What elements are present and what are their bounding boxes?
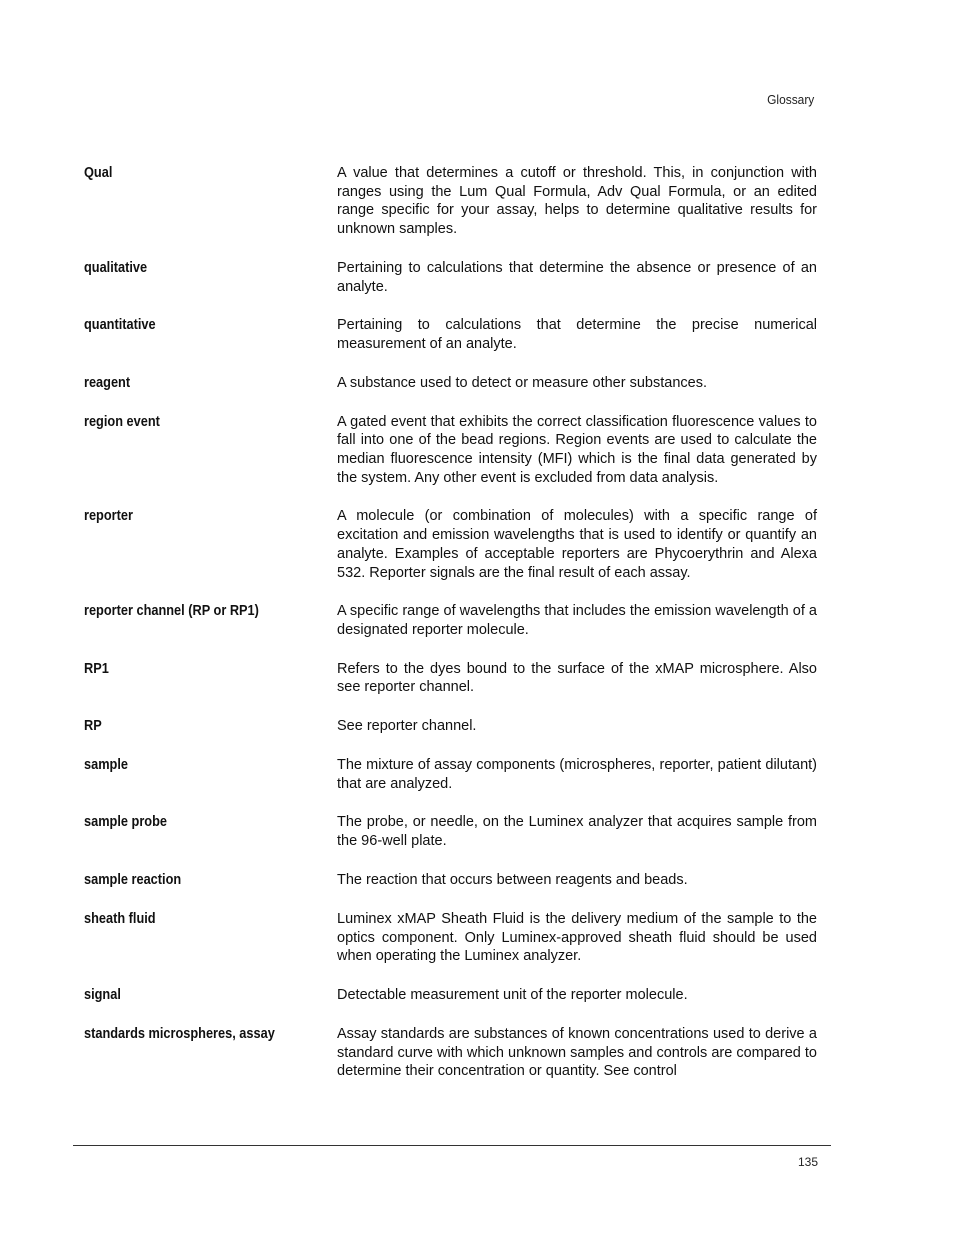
glossary-entry bbox=[84, 413, 817, 488]
glossary-definition: Assay standards are substances of known concentrations used to derive a standard curve with which unknown samples and controls are compared to determine their concentration or quantity. See control bbox=[337, 1025, 817, 1080]
glossary-term: region event bbox=[84, 413, 160, 430]
glossary-term: sample probe bbox=[84, 814, 167, 831]
page-bottom-margin bbox=[0, 1122, 954, 1144]
glossary-definition: The mixture of assay components (microspheres, reporter, patient dilutant) that are analyzed. bbox=[337, 757, 817, 792]
glossary-entry bbox=[84, 602, 817, 639]
glossary-definition: A specific range of wavelengths that includes the emission wavelength of a designated reporter molecule. bbox=[337, 603, 817, 638]
glossary-entry bbox=[84, 986, 817, 1005]
glossary-definition: A value that determines a cutoff or threshold. This, in conjunction with ranges using the Lum Qual Formula, Adv Qual Formula, or an edited range specific for your assay, helps to determine qualitative results for unknown samples. bbox=[337, 165, 817, 238]
glossary-definition: Detectable measurement unit of the reporter molecule. bbox=[337, 986, 688, 1003]
glossary-definition: Luminex xMAP Sheath Fluid is the delivery medium of the sample to the optics component. Only Luminex-approved sheath fluid should be used when operating the Luminex analyzer. bbox=[337, 910, 817, 965]
glossary-term: reporter bbox=[84, 508, 133, 525]
glossary-term: sheath fluid bbox=[84, 910, 156, 927]
glossary-term: reporter channel (RP or RP1) bbox=[84, 603, 259, 620]
glossary-entry bbox=[84, 164, 817, 239]
glossary-definition: Pertaining to calculations that determine the absence or presence of an analyte. bbox=[337, 259, 817, 295]
glossary-entry bbox=[84, 813, 817, 850]
glossary-term: RP bbox=[84, 718, 102, 735]
glossary-term: standards microspheres, assay bbox=[84, 1025, 275, 1042]
glossary-entry bbox=[84, 871, 817, 890]
glossary-entry bbox=[84, 660, 817, 697]
glossary-definition: See reporter channel. bbox=[337, 718, 477, 735]
glossary-entry bbox=[84, 910, 817, 966]
glossary-definition: Pertaining to calculations that determine the precise numerical measurement of an analyte. bbox=[337, 317, 817, 352]
glossary-term: RP1 bbox=[84, 660, 109, 677]
glossary-term: Qual bbox=[84, 165, 113, 181]
glossary-definition: The probe, or needle, on the Luminex analyzer that acquires sample from the 96-well plate. bbox=[337, 814, 817, 850]
glossary-definition: The reaction that occurs between reagents and beads. bbox=[337, 871, 688, 888]
glossary-entry bbox=[84, 717, 817, 736]
glossary-term: reagent bbox=[84, 374, 131, 391]
running-header: Glossary bbox=[766, 92, 814, 107]
glossary-entry bbox=[84, 756, 817, 793]
glossary-definition: A molecule (or combination of molecules) with a specific range of excitation and emission wavelengths that is used to identify or quantify an analyte. Examples of acceptable reporters are Phycoerythrin and Alexa 532. Reporter signals are the final result of each assay. bbox=[337, 508, 817, 581]
glossary-entry bbox=[84, 316, 817, 353]
glossary-term: sample bbox=[84, 757, 128, 774]
page-number: 135 bbox=[797, 1155, 818, 1169]
glossary-entry bbox=[84, 507, 817, 582]
glossary-list bbox=[84, 164, 817, 1101]
glossary-term: qualitative bbox=[84, 259, 148, 276]
glossary-term: sample reaction bbox=[84, 871, 182, 888]
glossary-definition: A substance used to detect or measure other substances. bbox=[337, 374, 707, 391]
glossary-entry bbox=[84, 259, 817, 296]
glossary-term: quantitative bbox=[84, 317, 156, 334]
glossary-definition: Refers to the dyes bound to the surface of the xMAP microsphere. Also see reporter channel. bbox=[337, 660, 817, 696]
glossary-entry bbox=[84, 1025, 817, 1081]
glossary-definition: A gated event that exhibits the correct classification fluorescence values to fall into one of the bead regions. Region events are used to calculate the median fluorescence intensity (MFI) which is the final data generated by the system. Any other event is excluded from data analysis. bbox=[337, 413, 817, 486]
glossary-entry bbox=[84, 374, 817, 393]
footer-divider bbox=[73, 1145, 831, 1146]
glossary-term: signal bbox=[84, 986, 121, 1003]
